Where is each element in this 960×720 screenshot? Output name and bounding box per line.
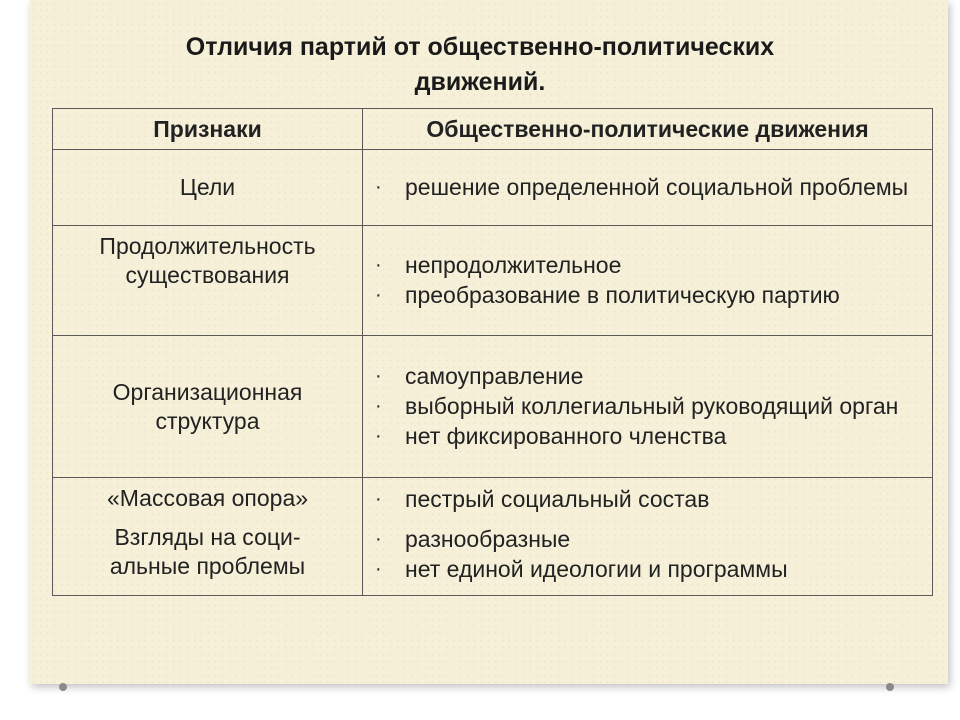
bullet-icon: · (375, 425, 382, 447)
feature-goals: Цели (179, 174, 236, 200)
list-item: · преобразование в политическую партию (375, 282, 840, 308)
page-title (60, 30, 900, 100)
table-row (53, 226, 933, 336)
header-movements: Общественно-политические движения (363, 109, 933, 150)
list-item: · пестрый социальный состав (375, 486, 710, 512)
bullet-icon: · (375, 254, 382, 276)
list-item: · нет единой идеологии и программы (375, 556, 788, 582)
bullet-icon: · (375, 176, 382, 198)
title-line-1: Отличия партий от общественно-политических (185, 33, 775, 61)
list-item: · разнообразные (375, 526, 571, 552)
feature-cell (53, 150, 363, 226)
bullet-list (373, 250, 922, 310)
list-item: · решение определенной социальной проблемы (375, 174, 909, 200)
bullet-icon: · (375, 528, 382, 550)
movement-cell (363, 336, 933, 478)
table-header-row (53, 109, 933, 150)
bullet-icon: · (375, 284, 382, 306)
table-row (53, 336, 933, 478)
header-features: Признаки (53, 109, 363, 150)
feature-cell: Организационная структура (53, 336, 363, 478)
list-item: · выборный коллегиальный руководящий орган (375, 393, 899, 419)
table-row (53, 150, 933, 226)
bullet-icon: · (375, 488, 382, 510)
feature-cell: Продолжительность существования (53, 226, 363, 336)
table-row (53, 478, 933, 596)
bullet-icon: · (375, 365, 382, 387)
bullet-icon: · (375, 395, 382, 417)
bullet-icon: · (375, 558, 382, 580)
movement-cell (363, 226, 933, 336)
list-item: · самоуправление (375, 363, 584, 389)
feature-cell: «Массовая опора» Взгляды на соци- альные проблемы (53, 478, 363, 596)
list-item: · нет фиксированного членства (375, 423, 727, 449)
bullet-list (373, 484, 922, 584)
comparison-table (52, 108, 933, 596)
binder-ring-right (886, 683, 894, 691)
movement-cell (363, 478, 933, 596)
binder-ring-left (59, 683, 67, 691)
movement-cell (363, 150, 933, 226)
bullet-list (373, 361, 922, 451)
bullet-list (373, 172, 922, 202)
title-line-2: движений. (414, 68, 546, 96)
list-item: · непродолжительное (375, 252, 622, 278)
